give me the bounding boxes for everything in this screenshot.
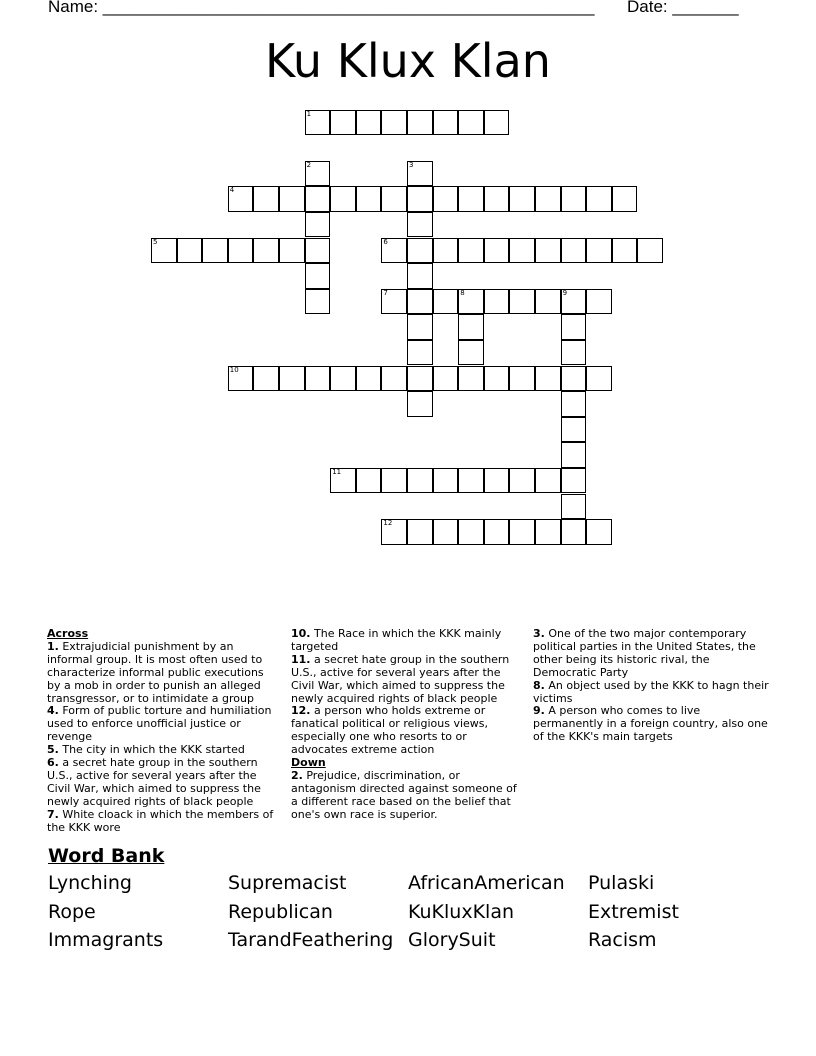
crossword-cell[interactable]: [433, 468, 459, 494]
crossword-cell[interactable]: [253, 366, 279, 392]
crossword-cell[interactable]: [509, 289, 535, 315]
word-bank-item: Extremist: [588, 900, 679, 923]
clue-number: 6: [383, 237, 388, 246]
crossword-cell[interactable]: [586, 289, 612, 315]
clue-text: An object used by the KKK to hagn their victims: [533, 678, 769, 705]
clue-item: [47, 757, 275, 809]
crossword-cell[interactable]: [612, 186, 638, 212]
crossword-cell[interactable]: [458, 519, 484, 545]
crossword-cell[interactable]: [561, 519, 587, 545]
clue-number: 4: [229, 186, 235, 195]
crossword-cell[interactable]: [330, 110, 356, 136]
crossword-cell[interactable]: [561, 468, 587, 494]
across-heading: Across: [47, 627, 89, 640]
clue-number-label: 6.: [47, 756, 59, 770]
crossword-cell[interactable]: [484, 110, 510, 136]
clue-text: One of the two major contemporary political parties in the United States, the other being its historic rival, the Democratic Party: [533, 627, 756, 679]
crossword-cell[interactable]: [535, 186, 561, 212]
crossword-cell[interactable]: [458, 186, 484, 212]
clue-text: A person who comes to live permanently in a foreign country, also one of the KKK's main targets: [533, 704, 768, 744]
crossword-cell[interactable]: [509, 519, 535, 545]
crossword-cell[interactable]: [458, 238, 484, 264]
crossword-cell[interactable]: [509, 186, 535, 212]
clue-number-label: 2.: [291, 768, 303, 782]
clue-item: [291, 705, 523, 757]
clue-number: 5: [153, 237, 158, 246]
crossword-cell[interactable]: [407, 289, 433, 315]
crossword-cell[interactable]: [381, 519, 407, 545]
clue-text: Extrajudicial punishment by an informal group. It is most often used to characterize informal public executions by a mob in order to punish an alleged transgressor, or to intimidate a group: [47, 639, 264, 705]
crossword-cell[interactable]: [433, 186, 459, 212]
word-bank-item: Pulaski: [588, 872, 655, 894]
crossword-cell[interactable]: [279, 238, 305, 264]
clue-number-label: 10.: [291, 627, 311, 640]
crossword-cell[interactable]: [177, 238, 203, 264]
crossword-cell[interactable]: [305, 186, 331, 212]
word-bank-item: Supremacist: [228, 872, 347, 894]
crossword-cell[interactable]: [433, 238, 459, 264]
word-bank-title: Word Bank: [48, 845, 165, 867]
clue-number: 8: [460, 288, 465, 297]
crossword-cell[interactable]: [407, 340, 433, 366]
word-bank-item: AfricanAmerican: [408, 872, 565, 894]
clue-item: [533, 628, 769, 680]
clue-item: [47, 705, 275, 744]
crossword-cell[interactable]: [305, 366, 331, 392]
crossword-cell[interactable]: [561, 340, 587, 366]
crossword-cell[interactable]: [458, 289, 484, 315]
clues-column-1: [47, 628, 275, 835]
crossword-cell[interactable]: [407, 263, 433, 289]
crossword-cell[interactable]: [509, 238, 535, 264]
clue-item: [291, 628, 523, 654]
crossword-cell[interactable]: [228, 366, 254, 392]
crossword-cell[interactable]: [586, 519, 612, 545]
crossword-cell[interactable]: [305, 263, 331, 289]
crossword-cell[interactable]: [330, 186, 356, 212]
crossword-cell[interactable]: [407, 212, 433, 238]
clue-number-label: 1.: [47, 639, 59, 653]
crossword-cell[interactable]: [535, 366, 561, 392]
clue-number: 2: [306, 160, 312, 169]
crossword-cell[interactable]: [458, 340, 484, 366]
clue-text: a secret hate group in the southern U.S., active for several years after the Civil War, which aimed to suppress the newly acquired rights of black people: [47, 756, 261, 808]
crossword-cell[interactable]: [381, 289, 407, 315]
clue-text: Prejudice, discrimination, or antagonism directed against someone of a different race based on the belief that one's own race is superior.: [291, 768, 517, 821]
clue-number: 11: [332, 467, 342, 476]
crossword-cell[interactable]: [535, 519, 561, 545]
clue-text: The city in which the KKK started: [62, 743, 245, 757]
word-bank-item: TarandFeathering: [228, 929, 394, 951]
clue-text: The Race in which the KKK mainly targeted: [291, 627, 502, 653]
clue-number: 10: [229, 365, 239, 374]
crossword-cell[interactable]: [356, 110, 382, 136]
clue-number-label: 5.: [47, 743, 59, 757]
crossword-cell[interactable]: [381, 468, 407, 494]
crossword-cell[interactable]: [484, 468, 510, 494]
crossword-cell[interactable]: [561, 238, 587, 264]
down-heading: Down: [291, 756, 326, 770]
crossword-cell[interactable]: [381, 186, 407, 212]
crossword-cell[interactable]: [356, 186, 382, 212]
crossword-cell[interactable]: [433, 289, 459, 315]
clue-item: [47, 809, 275, 835]
crossword-cell[interactable]: [561, 417, 587, 443]
crossword-cell[interactable]: [586, 186, 612, 212]
crossword-cell[interactable]: [407, 519, 433, 545]
crossword-cell[interactable]: [433, 110, 459, 136]
clue-number-label: 8.: [533, 678, 545, 692]
name-line: Name: ____________________________________________________: [48, 0, 595, 16]
crossword-cell[interactable]: [484, 519, 510, 545]
crossword-cell[interactable]: [561, 391, 587, 417]
crossword-cell[interactable]: [381, 238, 407, 264]
clue-number: 9: [562, 288, 568, 297]
crossword-cell[interactable]: [381, 366, 407, 392]
crossword-cell[interactable]: [561, 314, 587, 340]
crossword-cell[interactable]: [509, 366, 535, 392]
clues-column-2: [291, 628, 523, 822]
crossword-cell[interactable]: [356, 468, 382, 494]
crossword-cell[interactable]: [484, 366, 510, 392]
crossword-cell[interactable]: [433, 519, 459, 545]
crossword-cell[interactable]: [458, 110, 484, 136]
crossword-cell[interactable]: [561, 186, 587, 212]
crossword-cell[interactable]: [535, 289, 561, 315]
crossword-cell[interactable]: [330, 468, 356, 494]
crossword-cell[interactable]: [535, 238, 561, 264]
word-bank-item: Lynching: [48, 872, 132, 894]
clue-item: [533, 705, 769, 744]
crossword-cell[interactable]: [202, 238, 228, 264]
crossword-cell[interactable]: [561, 289, 587, 315]
crossword-cell[interactable]: [586, 366, 612, 392]
crossword-cell[interactable]: [458, 314, 484, 340]
clue-text: a secret hate group in the southern U.S., active for several years after the Civil War, which aimed to suppress the newly acquired rights of black people: [291, 652, 510, 705]
clue-item: [47, 641, 275, 706]
clue-number-label: 11.: [291, 652, 311, 666]
clue-number-label: 7.: [47, 807, 59, 821]
crossword-cell[interactable]: [561, 442, 587, 468]
clue-item: [533, 680, 769, 706]
clue-number-label: 12.: [291, 704, 311, 718]
clue-text: a person who holds extreme or fanatical political or religious views, especially one who resorts to or advocates extreme action: [291, 704, 489, 757]
clue-text: White cloack in which the members of the KKK wore: [47, 807, 274, 834]
page-title: Ku Klux Klan: [265, 34, 551, 88]
crossword-cell[interactable]: [484, 238, 510, 264]
crossword-cell[interactable]: [305, 289, 331, 315]
crossword-cell[interactable]: [407, 161, 433, 187]
word-bank-item: Racism: [588, 929, 657, 951]
crossword-cell[interactable]: [330, 366, 356, 392]
crossword-cell[interactable]: [407, 391, 433, 417]
clue-number-label: 9.: [533, 704, 545, 718]
crossword-cell[interactable]: [305, 110, 331, 136]
crossword-cell[interactable]: [279, 186, 305, 212]
crossword-cell[interactable]: [228, 186, 254, 212]
crossword-cell[interactable]: [458, 366, 484, 392]
crossword-cell[interactable]: [407, 186, 433, 212]
crossword-cell[interactable]: [279, 366, 305, 392]
crossword-cell[interactable]: [305, 212, 331, 238]
crossword-cell[interactable]: [535, 468, 561, 494]
clues-column-3: [533, 628, 769, 744]
clue-text: Form of public torture and humiliation used to enforce unofficial justice or revenge: [47, 704, 272, 744]
crossword-cell[interactable]: [586, 238, 612, 264]
crossword-cell[interactable]: [356, 366, 382, 392]
crossword-cell[interactable]: [561, 494, 587, 520]
clue-item: [291, 654, 523, 706]
crossword-cell[interactable]: [561, 366, 587, 392]
crossword-cell[interactable]: [407, 314, 433, 340]
crossword-cell[interactable]: [484, 289, 510, 315]
crossword-cell[interactable]: [407, 468, 433, 494]
crossword-cell[interactable]: [484, 186, 510, 212]
clue-number-label: 4.: [47, 704, 59, 718]
crossword-cell[interactable]: [407, 366, 433, 392]
clue-number: 1: [306, 109, 312, 118]
crossword-cell[interactable]: [253, 186, 279, 212]
crossword-cell[interactable]: [433, 366, 459, 392]
clue-item: [291, 770, 523, 822]
crossword-cell[interactable]: [458, 468, 484, 494]
clue-number: 7: [383, 288, 388, 297]
word-bank-item: Rope: [48, 900, 96, 923]
word-bank-item: GlorySuit: [408, 929, 496, 951]
word-bank-item: Republican: [228, 900, 333, 923]
crossword-cell[interactable]: [228, 238, 254, 264]
clue-number: 12: [383, 519, 393, 528]
crossword-cell[interactable]: [381, 110, 407, 136]
crossword-cell[interactable]: [305, 161, 331, 187]
crossword-cell[interactable]: [305, 238, 331, 264]
crossword-cell[interactable]: [407, 110, 433, 136]
crossword-cell[interactable]: [612, 238, 638, 264]
word-bank-item: KuKluxKlan: [408, 900, 515, 923]
crossword-cell[interactable]: [407, 238, 433, 264]
crossword-cell[interactable]: [637, 238, 663, 264]
clue-number: 3: [409, 160, 414, 169]
word-bank-item: Immagrants: [48, 929, 164, 951]
clue-number-label: 3.: [533, 627, 545, 640]
crossword-cell[interactable]: [151, 238, 177, 264]
crossword-cell[interactable]: [253, 238, 279, 264]
date-line: Date: _______: [627, 0, 739, 16]
crossword-cell[interactable]: [509, 468, 535, 494]
